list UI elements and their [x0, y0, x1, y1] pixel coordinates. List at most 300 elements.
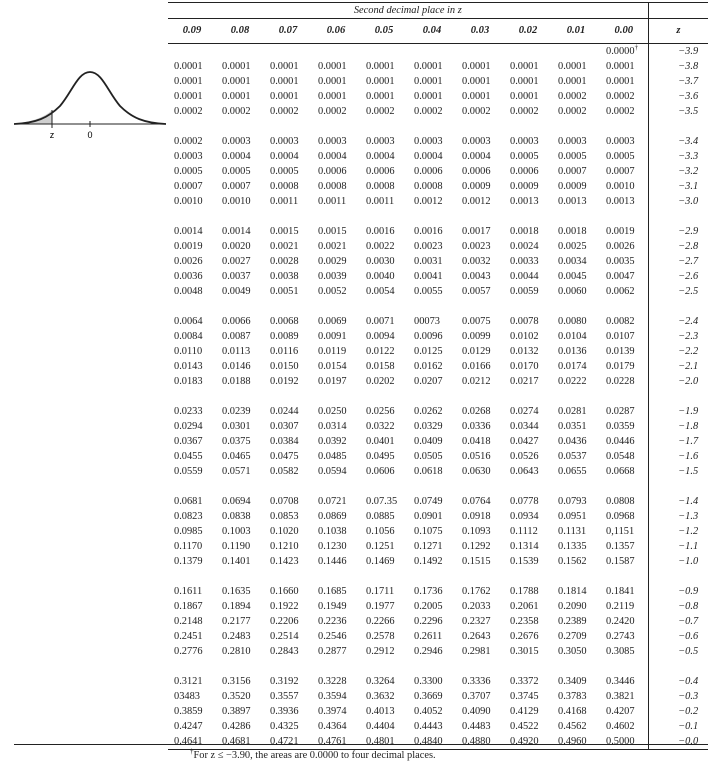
table-cell: 0.2483 — [222, 631, 251, 642]
table-cell: 0.3557 — [270, 691, 299, 702]
table-cell: 0.0004 — [366, 151, 395, 162]
table-cell: 0.0409 — [414, 436, 443, 447]
table-cell: 0.0037 — [222, 271, 251, 282]
table-cell: 0.0006 — [366, 166, 395, 177]
table-cell: 0.0001 — [318, 61, 347, 72]
table-cell: 0.0143 — [174, 361, 203, 372]
table-cell: 0.0606 — [366, 466, 395, 477]
bell-curve — [14, 72, 166, 124]
z-value-cell: −0.0 — [648, 734, 708, 750]
table-cell: 0.4013 — [366, 706, 395, 717]
table-cell: 0.0197 — [318, 376, 347, 387]
column-header: 0.00 — [600, 19, 648, 44]
table-cell: 0.1093 — [462, 526, 491, 537]
table-cell: 0.3745 — [510, 691, 539, 702]
table-cell: 0.0001 — [366, 91, 395, 102]
table-row — [168, 59, 708, 74]
table-cell: 0.0146 — [222, 361, 251, 372]
table-cell: 0.0003 — [414, 136, 443, 147]
table-cell: 0.0051 — [270, 286, 299, 297]
table-cell: 0.1949 — [318, 601, 347, 612]
z-value-cell: −3.7 — [648, 74, 708, 89]
table-cell: 0.0089 — [270, 331, 299, 342]
column-header: 0.02 — [504, 19, 552, 44]
table-cell: 0.4090 — [462, 706, 491, 717]
table-cell: 0.0029 — [318, 256, 347, 267]
figure-z-label: z — [49, 130, 55, 140]
table-cell: 0.1922 — [270, 601, 299, 612]
table-cell: 0.3520 — [222, 691, 251, 702]
table-cell: 0.1539 — [510, 556, 539, 567]
table-cell: 0.0294 — [174, 421, 203, 432]
table-cell: 0.0005 — [606, 151, 635, 162]
table-cell: 0.2810 — [222, 646, 251, 657]
z-value-cell: −1.8 — [648, 419, 708, 434]
table-cell: 0.0035 — [606, 256, 635, 267]
table-cell: 0.0465 — [222, 451, 251, 462]
column-header: 0.07 — [264, 19, 312, 44]
table-cell: 0.0116 — [270, 346, 299, 357]
z-value-cell: −3.1 — [648, 179, 708, 194]
column-header: 0.09 — [168, 19, 216, 44]
table-cell: 0.0207 — [414, 376, 443, 387]
table-cell: 0.1660 — [270, 586, 299, 597]
table-cell: 0.0068 — [270, 316, 299, 327]
z-value-cell: −2.8 — [648, 239, 708, 254]
table-cell: 0.0023 — [462, 241, 491, 252]
table-row — [168, 434, 708, 449]
table-row — [168, 404, 708, 419]
table-cell: 0.1977 — [366, 601, 395, 612]
table-cell: 0.0016 — [366, 226, 395, 237]
table-cell: 0.0049 — [222, 286, 251, 297]
table-cell: 0.3300 — [414, 676, 443, 687]
z-value-cell: −2.3 — [648, 329, 708, 344]
table-row — [168, 449, 708, 464]
table-cell: 0.1112 — [510, 526, 538, 537]
table-cell: 0.0721 — [318, 496, 347, 507]
table-cell: 0.0287 — [606, 406, 635, 417]
table-cell: 0.2843 — [270, 646, 299, 657]
table-cell: 0.0307 — [270, 421, 299, 432]
table-cell: 0.1611 — [174, 586, 203, 597]
table-cell: 0.0021 — [270, 241, 299, 252]
table-row — [168, 674, 708, 689]
table-cell: 0.3594 — [318, 691, 347, 702]
table-cell: 0.0582 — [270, 466, 299, 477]
table-cell: 0.0102 — [510, 331, 539, 342]
group-spacer — [168, 389, 708, 404]
normal-curve-figure — [14, 62, 166, 142]
table-cell: 0.0003 — [558, 136, 587, 147]
table-cell: 0.0630 — [462, 466, 491, 477]
table-row — [168, 194, 708, 209]
table-cell: 0.0934 — [510, 511, 539, 522]
table-cell: 0.2546 — [318, 631, 347, 642]
table-cell: 0.4880 — [456, 734, 504, 750]
table-cell: 0.2389 — [558, 616, 587, 627]
table-cell: 0.0002 — [558, 91, 587, 102]
z-value-cell: −2.0 — [648, 374, 708, 389]
table-cell: 0.0012 — [462, 196, 491, 207]
table-cell: 0.3409 — [558, 676, 587, 687]
z-value-cell: −2.7 — [648, 254, 708, 269]
table-cell: 0.0044 — [510, 271, 539, 282]
table-cell: 0.1292 — [462, 541, 491, 552]
table-cell: 0.0281 — [558, 406, 587, 417]
table-cell: 0.0003 — [174, 151, 203, 162]
table-cell: 0.0401 — [366, 436, 395, 447]
table-cell: 0.0708 — [270, 496, 299, 507]
table-cell: 0.0034 — [558, 256, 587, 267]
table-cell: 0.0039 — [318, 271, 347, 282]
z-value-cell: −0.6 — [648, 629, 708, 644]
table-cell: 0.0001 — [366, 61, 395, 72]
table-cell: 0.0009 — [558, 181, 587, 192]
table-cell: 0.0446 — [606, 436, 635, 447]
table-row — [168, 554, 708, 569]
table-cell: 0.3264 — [366, 676, 395, 687]
table-cell: 0.0008 — [318, 181, 347, 192]
table-cell: 0.0192 — [270, 376, 299, 387]
table-cell: 0.0104 — [558, 331, 587, 342]
table-cell: 0.0009 — [510, 181, 539, 192]
table-cell: 0.4641 — [168, 734, 216, 750]
figure-zero-label: 0 — [87, 130, 93, 140]
table-cell: 0.0014 — [222, 226, 251, 237]
group-spacer — [168, 119, 708, 134]
table-cell: 0.0011 — [318, 196, 347, 207]
table-cell: 0.2033 — [462, 601, 491, 612]
table-cell: 0.0001 — [222, 91, 251, 102]
table-cell: 0.0122 — [366, 346, 395, 357]
table-cell: 0.0036 — [174, 271, 203, 282]
table-cell: 0.1314 — [510, 541, 539, 552]
table-cell: 0.2266 — [366, 616, 395, 627]
table-cell: 0.0025 — [558, 241, 587, 252]
table-cell: 0.0003 — [510, 136, 539, 147]
table-cell: 0.3707 — [462, 691, 491, 702]
table-cell: 0.0694 — [222, 496, 251, 507]
table-cell: 0.0071 — [366, 316, 395, 327]
table-cell: 0.4404 — [366, 721, 395, 732]
column-header: 0.04 — [408, 19, 456, 44]
table-cell: 0.0009 — [462, 181, 491, 192]
footnote-text: For z ≤ −3.90, the areas are 0.0000 to four decimal places. — [193, 750, 436, 761]
table-cell: 0.2420 — [606, 616, 635, 627]
table-cell: 0.0322 — [366, 421, 395, 432]
table-row — [168, 539, 708, 554]
table-cell: 0.0001 — [270, 61, 299, 72]
table-cell: 0.4247 — [174, 721, 203, 732]
table-cell: 0.1788 — [510, 586, 539, 597]
table-cell: 0.2061 — [510, 601, 539, 612]
table-cell: 00073 — [414, 316, 440, 327]
table-cell: 0.0060 — [558, 286, 587, 297]
table-cell: 0.0505 — [414, 451, 443, 462]
table-cell: 0.0001 — [222, 61, 251, 72]
table-cell: 0.0002 — [222, 106, 251, 117]
table-cell: 0.0007 — [222, 181, 251, 192]
table-cell: 0.1894 — [222, 601, 251, 612]
table-cell: 0.0485 — [318, 451, 347, 462]
z-value-cell: −1.7 — [648, 434, 708, 449]
table-cell: 0.0256 — [366, 406, 395, 417]
table-row — [168, 599, 708, 614]
table-cell: 0.2776 — [174, 646, 203, 657]
table-cell: 0.2296 — [414, 616, 443, 627]
table-cell: 0.0031 — [414, 256, 443, 267]
table-cell: 0.2643 — [462, 631, 491, 642]
table-cell: 0.0179 — [606, 361, 635, 372]
table-cell: 0.0006 — [414, 166, 443, 177]
table-row — [168, 284, 708, 299]
table-cell: 03483 — [174, 691, 200, 702]
table-cell: 0.0052 — [318, 286, 347, 297]
table-cell: 0.3783 — [558, 691, 587, 702]
table-cell: 0.0001 — [606, 76, 635, 87]
table-cell: 0.2611 — [414, 631, 443, 642]
table-cell: 0.1562 — [558, 556, 587, 567]
table-cell: 0.4483 — [462, 721, 491, 732]
table-cell: 0.0228 — [606, 376, 635, 387]
table-cell: 0.3669 — [414, 691, 443, 702]
table-cell: 0.0749 — [414, 496, 443, 507]
z-value-cell: −1.9 — [648, 404, 708, 419]
table-cell: 0.1685 — [318, 586, 347, 597]
table-cell: 0.0032 — [462, 256, 491, 267]
table-cell: 0.0001 — [510, 61, 539, 72]
table-row — [168, 359, 708, 374]
table-cell: 0.4761 — [312, 734, 360, 750]
top-row — [168, 44, 708, 60]
table-cell: 0.3936 — [270, 706, 299, 717]
table-row — [168, 269, 708, 284]
table-cell: 0.0158 — [366, 361, 395, 372]
table-cell: 0.0014 — [174, 226, 203, 237]
table-cell: 0.0041 — [414, 271, 443, 282]
table-cell: 0.1401 — [222, 556, 251, 567]
table-cell: 0.0001 — [318, 76, 347, 87]
table-cell: 0.2358 — [510, 616, 539, 627]
table-cell: 0.0778 — [510, 496, 539, 507]
table-row — [168, 74, 708, 89]
table-cell: 0.4052 — [414, 706, 443, 717]
z-value-cell: −0.1 — [648, 719, 708, 734]
column-header: 0.06 — [312, 19, 360, 44]
table-cell: 0.0091 — [318, 331, 347, 342]
table-cell: 0.0392 — [318, 436, 347, 447]
table-cell: 0.0010 — [606, 181, 635, 192]
table-cell: 0.0202 — [366, 376, 395, 387]
table-cell: 0.3156 — [222, 676, 251, 687]
table-cell: 0.0314 — [318, 421, 347, 432]
column-header: 0.03 — [456, 19, 504, 44]
table-cell: 0.0004 — [222, 151, 251, 162]
table-cell: 0.0119 — [318, 346, 347, 357]
table-cell: 0.1335 — [558, 541, 587, 552]
group-spacer — [168, 209, 708, 224]
table-cell: 0.0008 — [270, 181, 299, 192]
table-cell: 0.4920 — [504, 734, 552, 750]
table-cell: 0.0250 — [318, 406, 347, 417]
table-cell: 0.2090 — [558, 601, 587, 612]
z-value-cell: −0.4 — [648, 674, 708, 689]
table-cell: 0.0011 — [366, 196, 395, 207]
table-row — [168, 614, 708, 629]
table-cell: 0.0301 — [222, 421, 251, 432]
z-value-cell: −0.5 — [648, 644, 708, 659]
table-cell: 0.0170 — [510, 361, 539, 372]
footnote-mark: † — [190, 747, 194, 756]
bottom-rule — [14, 744, 708, 745]
table-cell: 0.3897 — [222, 706, 251, 717]
table-cell: 0.1736 — [414, 586, 443, 597]
table-cell: 0.2327 — [462, 616, 491, 627]
table-cell: 0.0139 — [606, 346, 635, 357]
table-cell: 0.4681 — [216, 734, 264, 750]
table-cell: 0.1056 — [366, 526, 395, 537]
table-cell: 0.0548 — [606, 451, 635, 462]
top-row-z: −3.9 — [648, 44, 708, 60]
table-cell: 0.0001 — [558, 61, 587, 72]
table-cell: 0.0002 — [174, 106, 203, 117]
table-cell: 0.4840 — [408, 734, 456, 750]
z-value-cell: −3.5 — [648, 104, 708, 119]
table-cell: 0.0001 — [318, 91, 347, 102]
table-cell: 0.0001 — [462, 61, 491, 72]
table-row — [168, 629, 708, 644]
table-cell: 0.0001 — [174, 76, 203, 87]
table-row — [168, 584, 708, 599]
table-cell: 0.07.35 — [366, 496, 398, 507]
z-column-header: z — [648, 19, 708, 44]
z-value-cell: −3.3 — [648, 149, 708, 164]
table-cell: 0.0951 — [558, 511, 587, 522]
table-cell: 0.0004 — [270, 151, 299, 162]
table-cell: 0.0853 — [270, 511, 299, 522]
table-cell: 0.0384 — [270, 436, 299, 447]
table-cell: 0.2236 — [318, 616, 347, 627]
table-cell: 0.3050 — [558, 646, 587, 657]
table-cell: 0.4168 — [558, 706, 587, 717]
table-cell: 0.3015 — [510, 646, 539, 657]
table-cell: 0.0087 — [222, 331, 251, 342]
table-cell: 0.0006 — [462, 166, 491, 177]
table-cell: 0.0045 — [558, 271, 587, 282]
table-cell: 0.1423 — [270, 556, 299, 567]
table-cell: 0.0150 — [270, 361, 299, 372]
table-cell: 0.0107 — [606, 331, 635, 342]
table-cell: 0.0062 — [606, 286, 635, 297]
table-row — [168, 149, 708, 164]
table-cell: 0.0359 — [606, 421, 635, 432]
table-cell: 0.0136 — [558, 346, 587, 357]
table-cell: 0.0154 — [318, 361, 347, 372]
table-cell: 0.0007 — [606, 166, 635, 177]
table-row — [168, 524, 708, 539]
table-cell: 0.0643 — [510, 466, 539, 477]
table-cell: 0.2877 — [318, 646, 347, 657]
table-cell: 0.0655 — [558, 466, 587, 477]
table-cell: 0.0028 — [270, 256, 299, 267]
table-cell: 0.2676 — [510, 631, 539, 642]
table-row — [168, 494, 708, 509]
table-cell: 0.3974 — [318, 706, 347, 717]
table-cell: 0.0033 — [510, 256, 539, 267]
table-cell: 0.0212 — [462, 376, 491, 387]
z-value-cell: −2.5 — [648, 284, 708, 299]
table-cell: 0.0010 — [174, 196, 203, 207]
table-cell: 0.1170 — [174, 541, 203, 552]
table-cell: 0.0001 — [366, 76, 395, 87]
z-value-cell: −0.3 — [648, 689, 708, 704]
table-cell: 0.0017 — [462, 226, 491, 237]
z-value-cell: −2.2 — [648, 344, 708, 359]
table-cell: 0.0001 — [222, 76, 251, 87]
table-cell: 0.1492 — [414, 556, 443, 567]
table-cell: 0,1151 — [606, 526, 635, 537]
table-cell: 0.0018 — [510, 226, 539, 237]
table-cell: 0.5000 — [600, 734, 648, 750]
table-cell: 0.0183 — [174, 376, 203, 387]
table-cell: 0.0351 — [558, 421, 587, 432]
table-cell: 0.0008 — [366, 181, 395, 192]
table-row — [168, 314, 708, 329]
table-cell: 0.0099 — [462, 331, 491, 342]
table-cell: 0.0024 — [510, 241, 539, 252]
table-cell: 0.0001 — [174, 91, 203, 102]
table-cell: 0.0084 — [174, 331, 203, 342]
table-cell: 0.0001 — [606, 61, 635, 72]
table-cell: 0.0125 — [414, 346, 443, 357]
table-cell: 0.0047 — [606, 271, 635, 282]
table-cell: 0.0274 — [510, 406, 539, 417]
table-cell: 0.0003 — [318, 136, 347, 147]
column-header: 0.08 — [216, 19, 264, 44]
table-cell: 0.0010 — [222, 196, 251, 207]
table-cell: 0.0013 — [510, 196, 539, 207]
column-header: 0.05 — [360, 19, 408, 44]
table-cell: 0.0239 — [222, 406, 251, 417]
table-cell: 0.0007 — [174, 181, 203, 192]
table-cell: 0.0005 — [510, 151, 539, 162]
table-cell: 0.0048 — [174, 286, 203, 297]
z-value-cell: −3.6 — [648, 89, 708, 104]
table-cell: 0.2743 — [606, 631, 635, 642]
table-cell: 0.0055 — [414, 286, 443, 297]
table-cell: 0.0078 — [510, 316, 539, 327]
table-cell: 0.0001 — [462, 76, 491, 87]
table-cell: 0.0001 — [462, 91, 491, 102]
table-cell: 0.0002 — [606, 91, 635, 102]
table-cell: 0.0001 — [510, 91, 539, 102]
table-cell: 0.0001 — [558, 76, 587, 87]
table-cell: 0.0516 — [462, 451, 491, 462]
table-cell: 0.0002 — [414, 106, 443, 117]
table-cell: 0.0005 — [558, 151, 587, 162]
group-spacer — [168, 569, 708, 584]
z-value-cell: −1.0 — [648, 554, 708, 569]
table-cell: 0.0375 — [222, 436, 251, 447]
table-cell: 0.0023 — [414, 241, 443, 252]
table-cell: 0.3085 — [606, 646, 635, 657]
table-cell: 0.0262 — [414, 406, 443, 417]
table-cell: 0.0006 — [318, 166, 347, 177]
table-caption: Second decimal place in z — [168, 3, 648, 19]
table-cell: 0.0427 — [510, 436, 539, 447]
table-cell: 0.0021 — [318, 241, 347, 252]
